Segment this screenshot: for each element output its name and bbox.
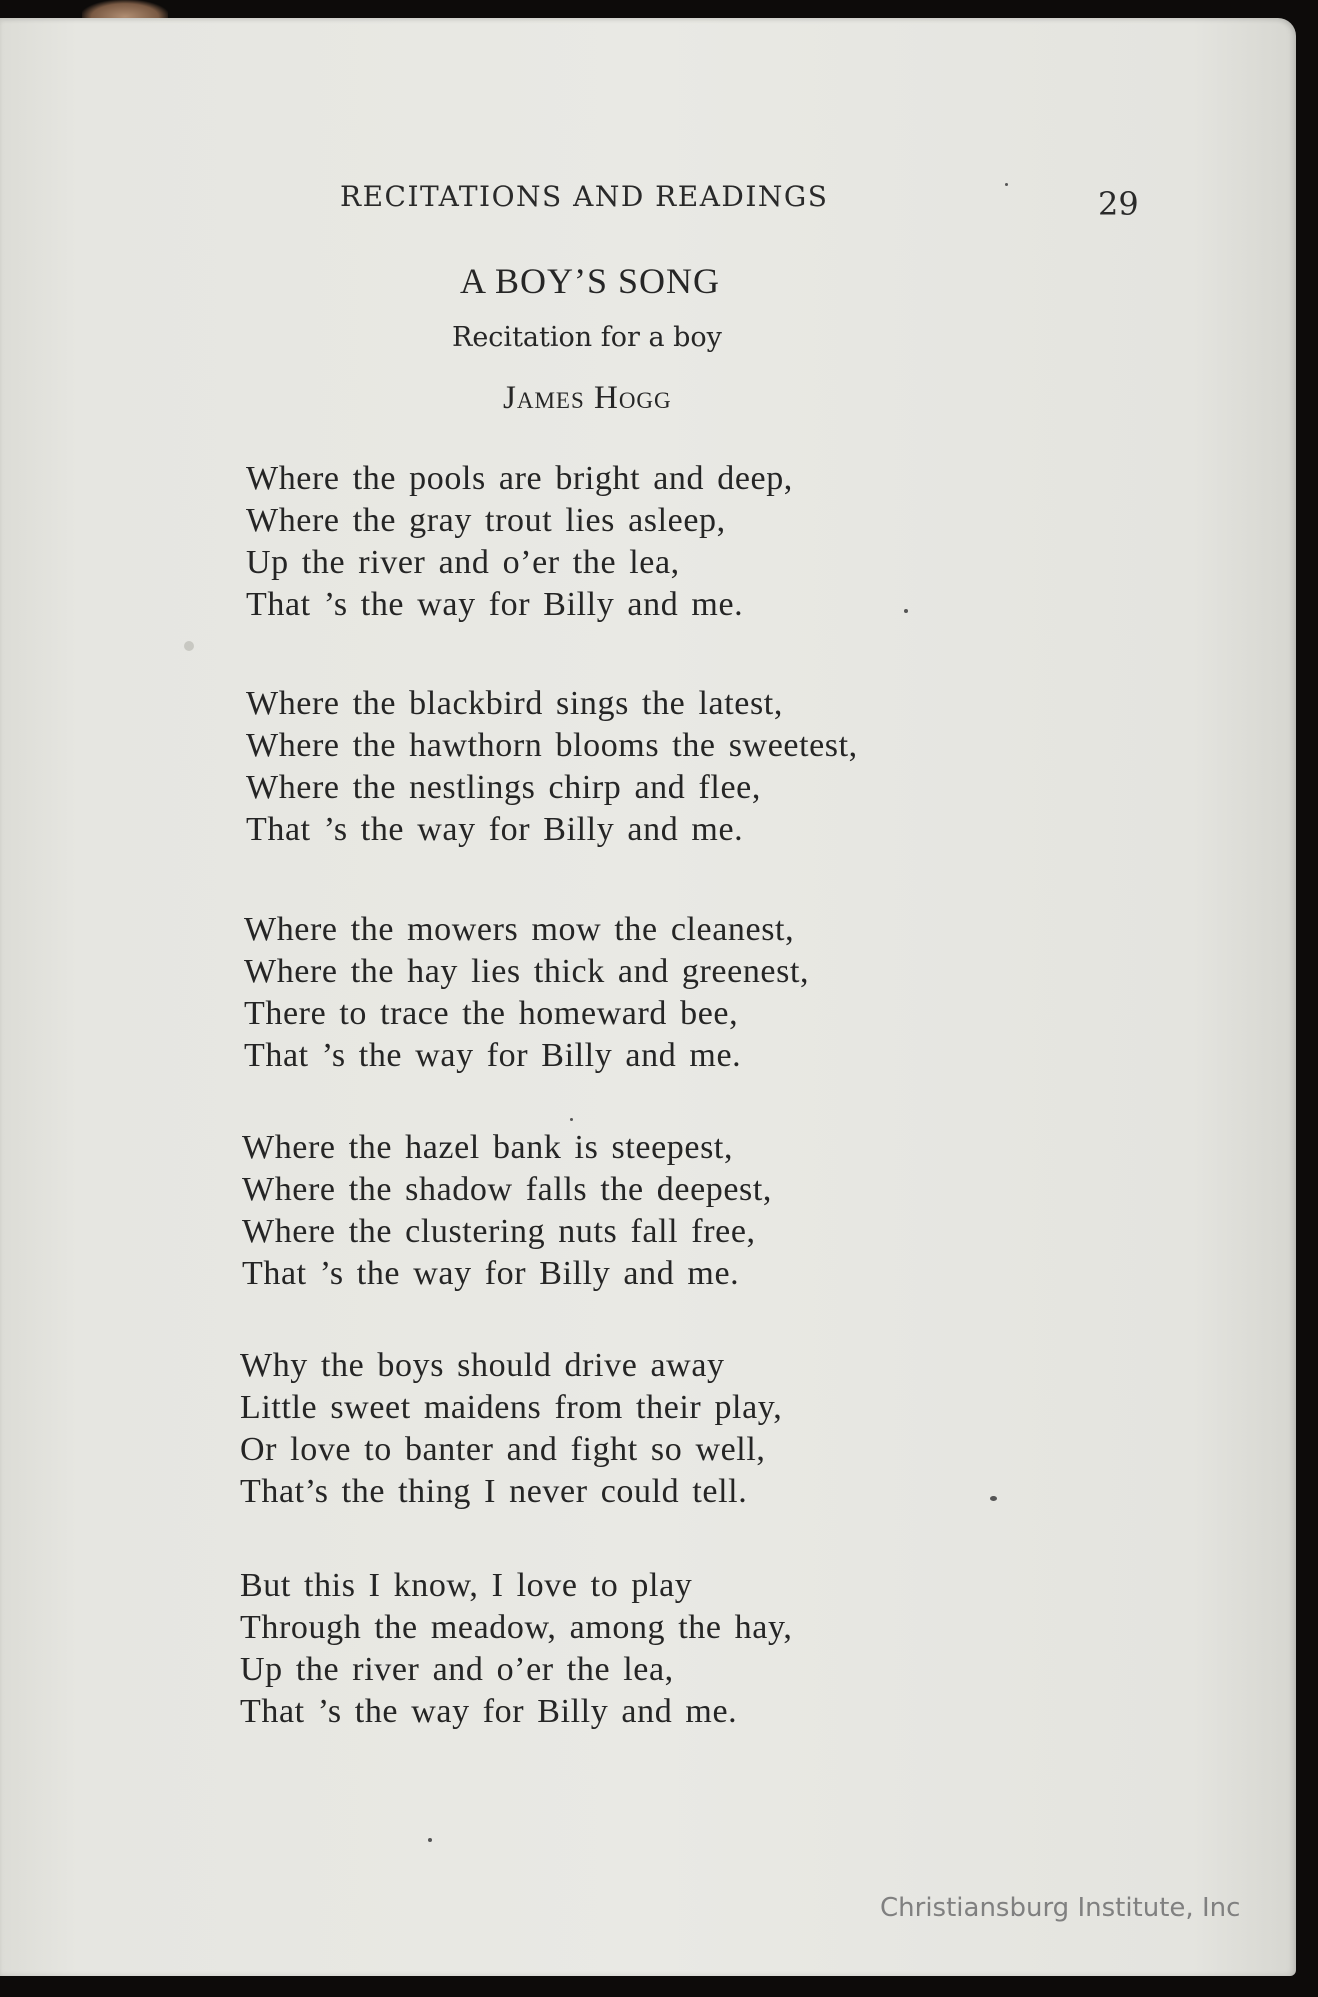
poem-line: Where the shadow falls the deepest, bbox=[242, 1171, 773, 1208]
poem-author: James Hogg bbox=[503, 380, 672, 416]
poem-line: Through the meadow, among the hay, bbox=[240, 1609, 793, 1646]
poem-line: Where the clustering nuts fall free, bbox=[242, 1213, 756, 1250]
poem-line: That ’s the way for Billy and me. bbox=[242, 1255, 740, 1292]
poem-line: Where the blackbird sings the latest, bbox=[246, 685, 783, 722]
stanza-6 bbox=[240, 1565, 792, 1733]
poem-line: Where the hazel bank is steepest, bbox=[242, 1129, 734, 1166]
poem-line: Up the river and o’er the lea, bbox=[240, 1651, 674, 1688]
poem-line: Or love to banter and fight so well, bbox=[240, 1431, 766, 1468]
poem-title: A BOY’S SONG bbox=[460, 261, 721, 301]
stanza-4 bbox=[242, 1127, 772, 1295]
page-number: 29 bbox=[1098, 185, 1139, 223]
paper-speck bbox=[990, 1496, 997, 1501]
poem-line: Where the gray trout lies asleep, bbox=[246, 502, 726, 539]
poem-line: Up the river and o’er the lea, bbox=[246, 544, 680, 581]
poem-line: Where the hawthorn blooms the sweetest, bbox=[246, 727, 858, 764]
stanza-3 bbox=[244, 909, 809, 1077]
poem-line: But this I know, I love to play bbox=[240, 1567, 693, 1604]
stanza-1 bbox=[246, 458, 793, 626]
poem-line: Where the mowers mow the cleanest, bbox=[244, 911, 795, 948]
poem-line: That’s the thing I never could tell. bbox=[240, 1473, 748, 1510]
poem-subtitle: Recitation for a boy bbox=[452, 322, 722, 353]
poem-line: There to trace the homeward bee, bbox=[244, 995, 739, 1032]
paper-speck bbox=[1005, 183, 1008, 186]
running-head: RECITATIONS AND READINGS bbox=[340, 180, 829, 213]
paper-speck bbox=[570, 1118, 573, 1121]
poem-line: That ’s the way for Billy and me. bbox=[240, 1693, 738, 1730]
archive-watermark: Christiansburg Institute, Inc bbox=[880, 1893, 1241, 1923]
stanza-2 bbox=[246, 683, 858, 851]
poem-line: That ’s the way for Billy and me. bbox=[244, 1037, 742, 1074]
poem-line: Why the boys should drive away bbox=[240, 1347, 725, 1384]
poem-line: Where the nestlings chirp and flee, bbox=[246, 769, 761, 806]
paper-speck bbox=[904, 609, 908, 613]
stanza-5 bbox=[240, 1345, 782, 1513]
paper-speck bbox=[184, 641, 194, 651]
paper-speck bbox=[428, 1838, 432, 1842]
poem-line: Little sweet maidens from their play, bbox=[240, 1389, 783, 1426]
poem-line: That ’s the way for Billy and me. bbox=[246, 586, 744, 623]
poem-line: Where the pools are bright and deep, bbox=[246, 460, 793, 497]
poem-line: Where the hay lies thick and greenest, bbox=[244, 953, 810, 990]
poem-line: That ’s the way for Billy and me. bbox=[246, 811, 744, 848]
